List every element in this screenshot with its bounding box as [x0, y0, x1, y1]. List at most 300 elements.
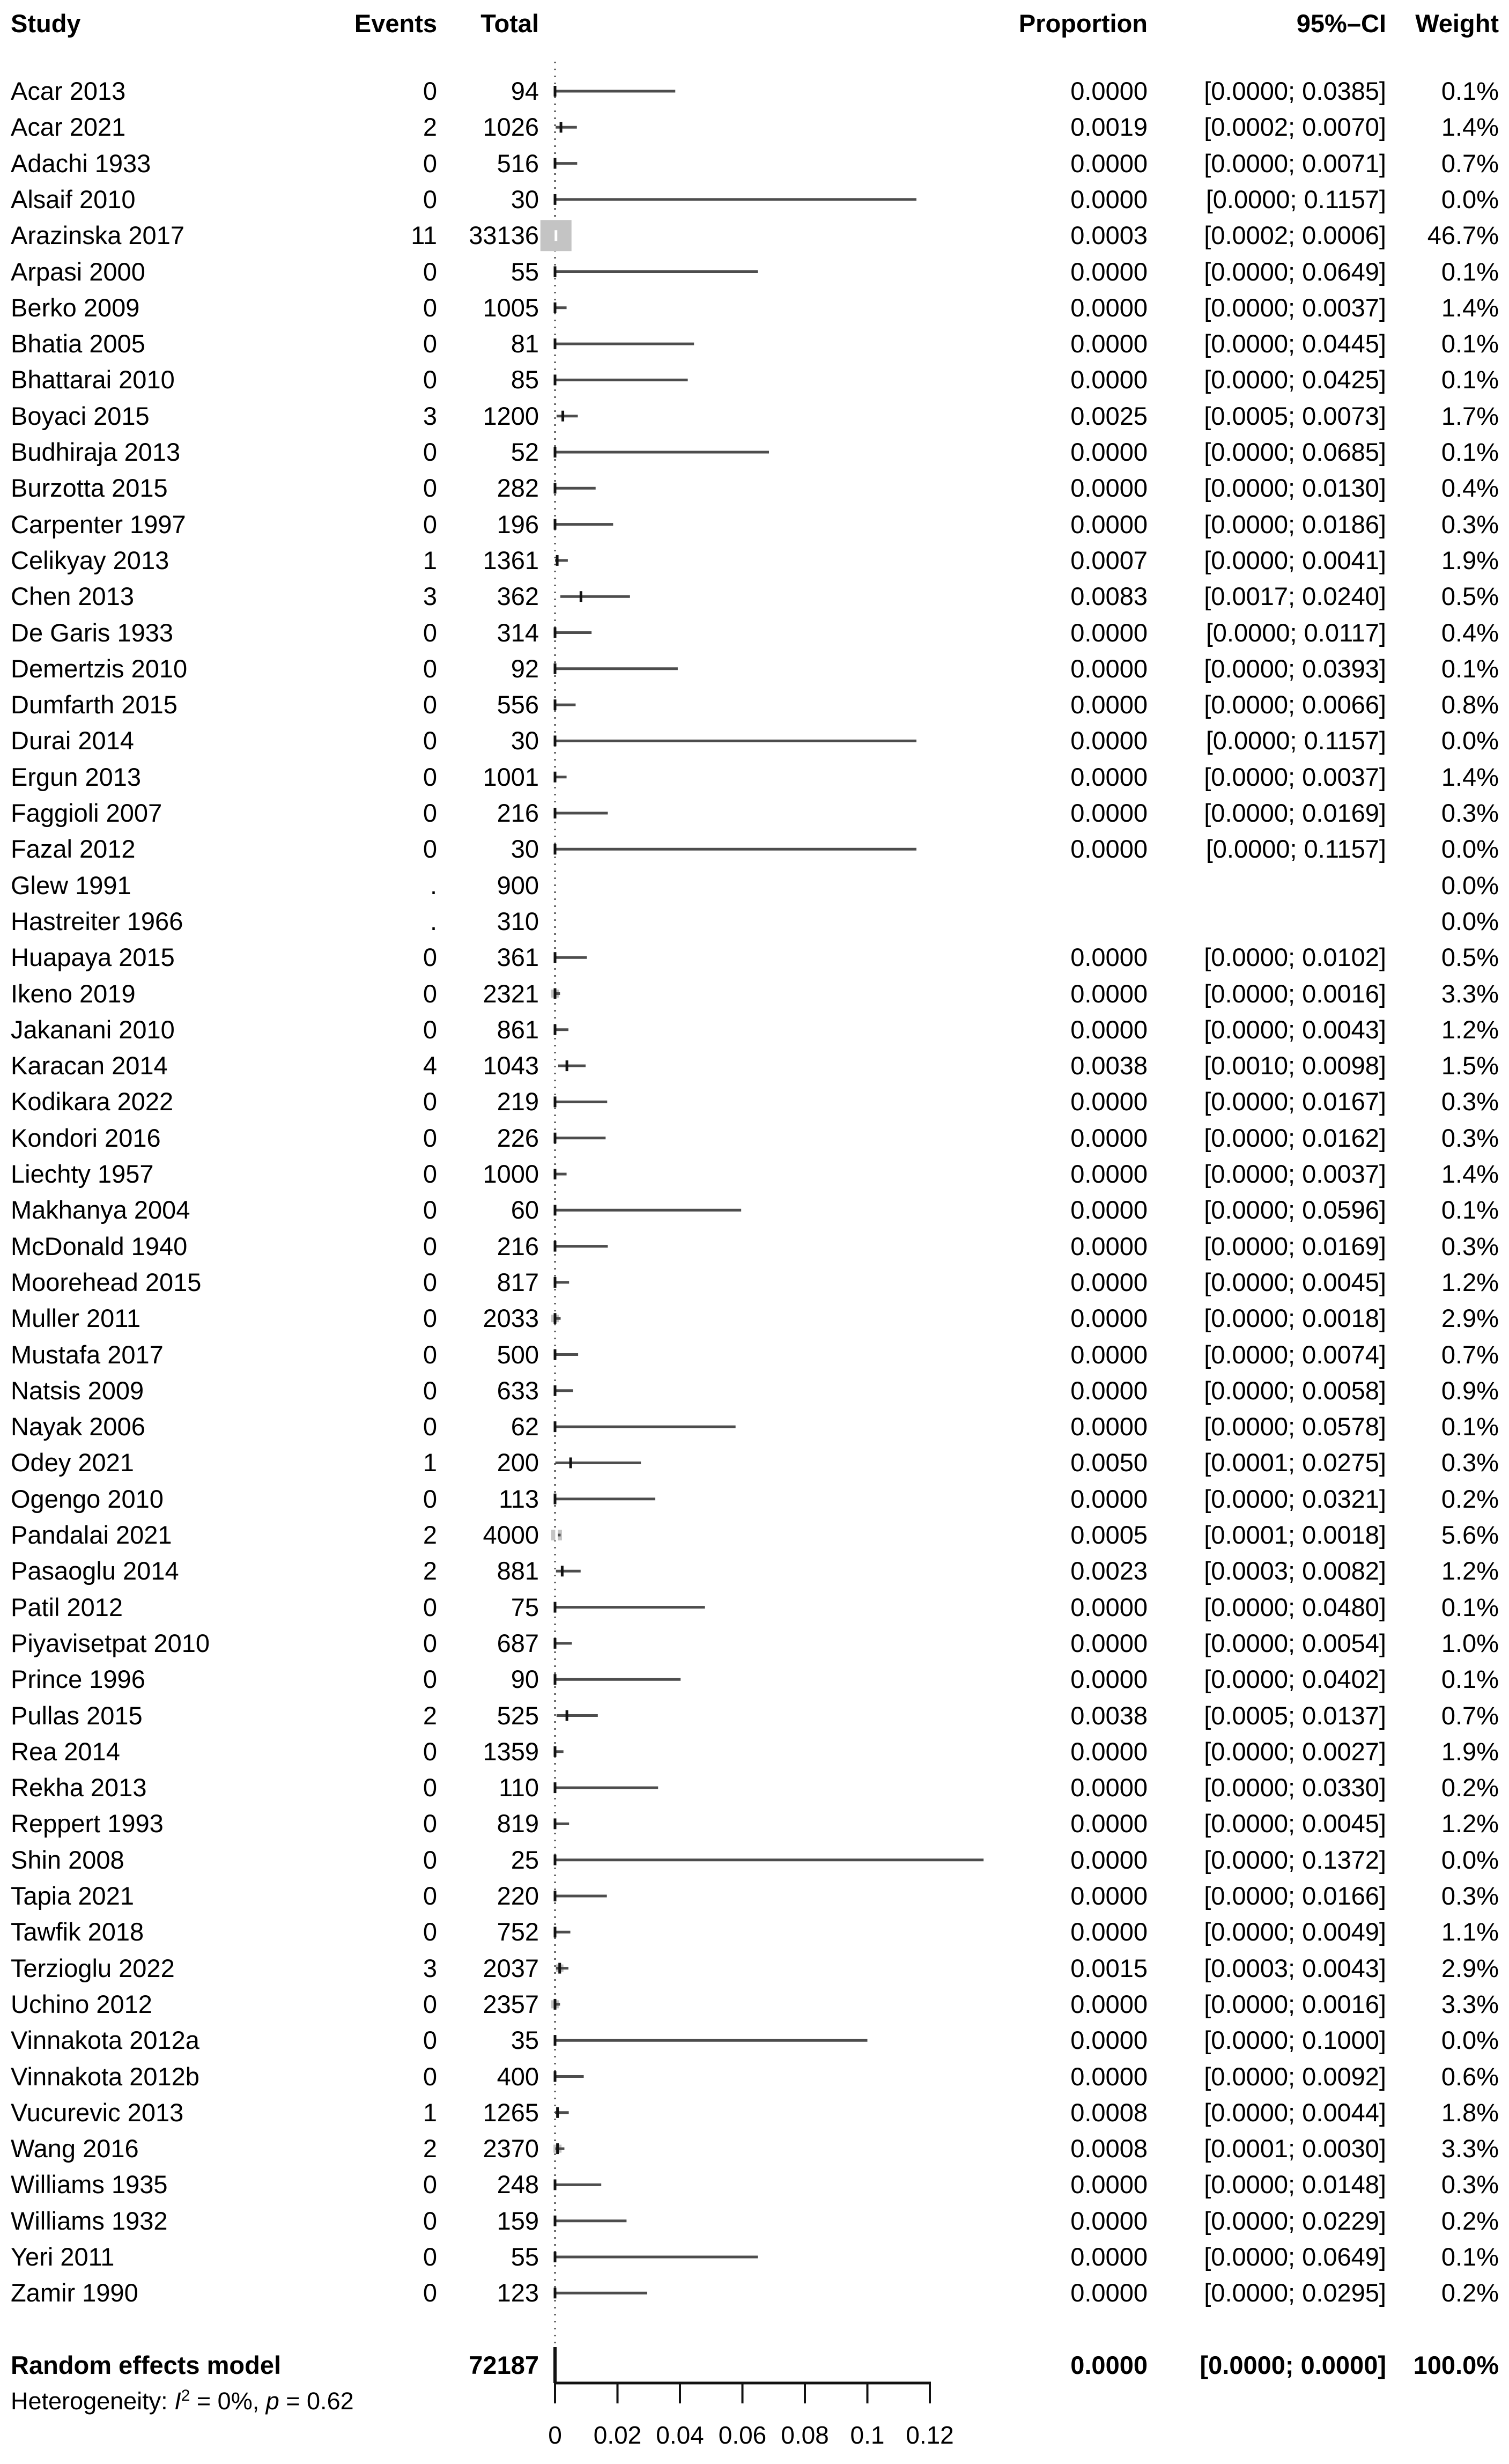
proportion-value: 0.0038 [1070, 1051, 1148, 1080]
proportion-value [987, 867, 1148, 904]
study-row [0, 1337, 1509, 1373]
events-value: 0 [423, 1196, 437, 1224]
study-label: Reppert 1993 [11, 1809, 164, 1838]
total-value: 35 [511, 2026, 539, 2055]
study-row [0, 1373, 1509, 1409]
weight-value: 1.4% [1441, 293, 1499, 322]
total-value: 282 [497, 474, 539, 503]
study-row [0, 1805, 1509, 1842]
weight-value: 2.9% [1441, 1304, 1499, 1333]
ci-value: [0.0000; 0.0037] [1204, 762, 1386, 791]
x-axis-tick-label: 0.06 [718, 2421, 767, 2449]
study-label: Ergun 2013 [11, 762, 142, 791]
study-label: Carpenter 1997 [11, 510, 186, 538]
ci-value: [0.0000; 0.0166] [1204, 1882, 1386, 1910]
study-label: Odey 2021 [11, 1448, 134, 1477]
ci-value: [0.0000; 0.0649] [1204, 2242, 1386, 2271]
study-label: Vinnakota 2012a [11, 2026, 199, 2055]
proportion-value: 0.0008 [1070, 2134, 1148, 2163]
study-row [0, 1156, 1509, 1192]
ci-value: [0.0000; 0.1157] [1205, 835, 1386, 864]
ci-value: [0.0003; 0.0082] [1204, 1556, 1386, 1585]
study-row [0, 1120, 1509, 1156]
proportion-value: 0.0000 [1070, 1773, 1148, 1802]
study-label: Patil 2012 [11, 1592, 123, 1621]
events-value: 0 [423, 77, 437, 105]
study-label: Fazal 2012 [11, 835, 136, 864]
total-value: 52 [511, 438, 539, 466]
study-label: Adachi 1933 [11, 149, 151, 178]
weight-value: 0.1% [1441, 365, 1499, 394]
events-value: 0 [423, 1665, 437, 1694]
proportion-value: 0.0000 [1070, 77, 1148, 105]
total-value: 362 [497, 582, 539, 611]
study-row [0, 1733, 1509, 1770]
total-value: 55 [511, 2242, 539, 2271]
proportion-value: 0.0025 [1070, 401, 1148, 430]
weight-value: 3.3% [1441, 2134, 1499, 2163]
events-value: 0 [423, 1882, 437, 1910]
ci-value: [0.0000; 0.0162] [1204, 1123, 1386, 1152]
weight-value: 3.3% [1441, 1989, 1499, 2018]
study-label: Demertzis 2010 [11, 654, 188, 683]
proportion-value: 0.0000 [1070, 2026, 1148, 2055]
total-value: 314 [497, 618, 539, 647]
events-value: 11 [411, 221, 437, 250]
proportion-value: 0.0000 [1070, 762, 1148, 791]
study-row [0, 1553, 1509, 1589]
ci-value: [0.0000; 0.0649] [1204, 257, 1386, 286]
weight-value: 0.3% [1441, 1123, 1499, 1152]
study-label: Muller 2011 [11, 1304, 141, 1333]
proportion-value: 0.0038 [1070, 1701, 1148, 1730]
weight-value: 0.0% [1441, 835, 1499, 864]
ci-value: [0.0000; 0.0130] [1204, 474, 1386, 503]
total-value: 90 [511, 1665, 539, 1694]
events-value: 2 [423, 1521, 437, 1549]
total-value: 216 [497, 799, 539, 827]
total-value: 216 [497, 1231, 539, 1260]
ci-value: [0.0000; 0.0049] [1204, 1917, 1386, 1946]
events-value: 0 [423, 1809, 437, 1838]
study-row [0, 2203, 1509, 2239]
x-axis-tick-label: 0.1 [850, 2421, 885, 2449]
pooled-proportion-value: 0.0000 [1070, 2351, 1148, 2379]
total-value: 30 [511, 835, 539, 864]
study-label: Karacan 2014 [11, 1051, 168, 1080]
ci-value: [0.0000; 0.1157] [1205, 726, 1386, 755]
study-row [0, 470, 1509, 506]
total-value: 400 [497, 2062, 539, 2091]
events-value: 0 [423, 2062, 437, 2091]
header-proportion: Proportion [1018, 9, 1148, 38]
study-row [0, 362, 1509, 398]
total-value: 62 [511, 1412, 539, 1441]
ci-value: [0.0000; 0.0071] [1204, 149, 1386, 178]
proportion-value: 0.0000 [1070, 690, 1148, 719]
events-value: 1 [423, 1448, 437, 1477]
study-label: Piyavisetpat 2010 [11, 1628, 210, 1657]
proportion-value: 0.0000 [1070, 1160, 1148, 1188]
study-row [0, 1769, 1509, 1806]
study-label: Bhatia 2005 [11, 329, 145, 358]
ci-value: [0.0005; 0.0137] [1204, 1701, 1386, 1730]
study-row [0, 722, 1509, 759]
x-axis-tick-label: 0.04 [656, 2421, 704, 2449]
proportion-value: 0.0000 [1070, 1737, 1148, 1766]
weight-value: 1.2% [1441, 1267, 1499, 1296]
study-label: Kodikara 2022 [11, 1087, 174, 1116]
proportion-value: 0.0000 [1070, 2206, 1148, 2235]
header-events: Events [354, 9, 437, 38]
heterogeneity-note [11, 2385, 354, 2418]
study-label: Durai 2014 [11, 726, 134, 755]
proportion-value: 0.0015 [1070, 1953, 1148, 1982]
proportion-value: 0.0000 [1070, 329, 1148, 358]
total-value: 60 [511, 1196, 539, 1224]
total-value: 1001 [483, 762, 539, 791]
ci-value: [0.0000; 0.0685] [1204, 438, 1386, 466]
x-axis-tick-label: 0.12 [906, 2421, 954, 2449]
total-value: 310 [497, 906, 539, 935]
proportion-value: 0.0008 [1070, 2098, 1148, 2127]
events-value: 0 [423, 2278, 437, 2307]
weight-value: 1.4% [1441, 1160, 1499, 1188]
events-value: 0 [423, 1015, 437, 1044]
total-value: 2321 [483, 979, 539, 1008]
weight-value: 0.7% [1441, 1340, 1499, 1369]
study-label: Rea 2014 [11, 1737, 120, 1766]
weight-value: 0.3% [1441, 510, 1499, 538]
events-value: 0 [423, 2206, 437, 2235]
ci-value: [0.0000; 0.0148] [1204, 2170, 1386, 2199]
proportion-value: 0.0000 [1070, 1196, 1148, 1224]
header-total: Total [480, 9, 539, 38]
weight-value: 1.1% [1441, 1917, 1499, 1946]
events-value: 2 [423, 1701, 437, 1730]
study-label: Arpasi 2000 [11, 257, 145, 286]
proportion-value: 0.0000 [1070, 2062, 1148, 2091]
study-label: Zamir 1990 [11, 2278, 138, 2307]
study-label: Celikyay 2013 [11, 545, 169, 574]
weight-value: 3.3% [1441, 979, 1499, 1008]
ci-value: [0.0003; 0.0043] [1204, 1953, 1386, 1982]
weight-value: 0.0% [1441, 906, 1499, 935]
proportion-value: 0.0000 [1070, 365, 1148, 394]
events-value: 0 [423, 726, 437, 755]
weight-value: 0.1% [1441, 257, 1499, 286]
study-row [0, 398, 1509, 434]
study-label: Ikeno 2019 [11, 979, 136, 1008]
total-value: 1005 [483, 293, 539, 322]
weight-value: 1.5% [1441, 1051, 1499, 1080]
events-value: 1 [423, 545, 437, 574]
events-value: 0 [423, 1267, 437, 1296]
weight-value: 0.1% [1441, 2242, 1499, 2271]
proportion-value: 0.0000 [1070, 1628, 1148, 1657]
weight-value: 0.2% [1441, 1484, 1499, 1513]
weight-value: 0.1% [1441, 1412, 1499, 1441]
events-value: 2 [423, 113, 437, 142]
total-value: 1043 [483, 1051, 539, 1080]
study-row [0, 1698, 1509, 1734]
proportion-value: 0.0000 [1070, 1267, 1148, 1296]
weight-value: 2.9% [1441, 1953, 1499, 1982]
events-value: 3 [423, 1953, 437, 1982]
ci-value: [0.0000; 0.0041] [1204, 545, 1386, 574]
study-row [0, 759, 1509, 795]
study-row [0, 578, 1509, 615]
weight-value: 0.1% [1441, 654, 1499, 683]
ci-value: [0.0000; 0.0043] [1204, 1015, 1386, 1044]
ci-value: [0.0002; 0.0070] [1204, 113, 1386, 142]
study-row [0, 2166, 1509, 2203]
weight-value: 0.3% [1441, 1448, 1499, 1477]
proportion-value: 0.0000 [1070, 1989, 1148, 2018]
study-label: McDonald 1940 [11, 1231, 188, 1260]
proportion-value: 0.0000 [1070, 1087, 1148, 1116]
p-value: = 0.62 [279, 2387, 354, 2415]
weight-value: 0.6% [1441, 2062, 1499, 2091]
events-value: 0 [423, 2170, 437, 2199]
study-row [0, 1012, 1509, 1048]
study-row [0, 1408, 1509, 1445]
proportion-value: 0.0000 [1070, 1592, 1148, 1621]
events-value: 0 [423, 618, 437, 647]
ci-value: [0.0000; 0.0578] [1204, 1412, 1386, 1441]
study-row [0, 290, 1509, 326]
study-row [0, 903, 1509, 940]
proportion-value: 0.0000 [1070, 257, 1148, 286]
study-row [0, 939, 1509, 976]
proportion-value: 0.0000 [1070, 835, 1148, 864]
weight-value: 0.0% [1441, 726, 1499, 755]
ci-value: [0.0002; 0.0006] [1204, 221, 1386, 250]
events-value: 0 [423, 1484, 437, 1513]
events-value: 0 [423, 438, 437, 466]
events-value: 0 [423, 1087, 437, 1116]
total-value: 219 [497, 1087, 539, 1116]
ci-value: [0.0000; 0.1000] [1204, 2026, 1386, 2055]
total-value: 1026 [483, 113, 539, 142]
proportion-value: 0.0000 [1070, 979, 1148, 1008]
study-label: Dumfarth 2015 [11, 690, 177, 719]
events-value: 0 [423, 474, 437, 503]
study-label: Terzioglu 2022 [11, 1953, 175, 1982]
events-value: 0 [423, 1773, 437, 1802]
total-value: 200 [497, 1448, 539, 1477]
events-value: 0 [423, 149, 437, 178]
table-header [0, 5, 1509, 42]
study-row [0, 1047, 1509, 1084]
total-value: 752 [497, 1917, 539, 1946]
events-value: 0 [423, 979, 437, 1008]
proportion-value: 0.0000 [1070, 2170, 1148, 2199]
total-value: 556 [497, 690, 539, 719]
weight-value: 0.2% [1441, 2206, 1499, 2235]
ci-value: [0.0000; 0.0058] [1204, 1376, 1386, 1405]
total-value: 687 [497, 1628, 539, 1657]
total-value: 55 [511, 257, 539, 286]
proportion-value: 0.0000 [1070, 2242, 1148, 2271]
total-value: 819 [497, 1809, 539, 1838]
study-label: Williams 1932 [11, 2206, 168, 2235]
study-row [0, 434, 1509, 470]
events-value: 0 [423, 1737, 437, 1766]
events-value: 0 [423, 1989, 437, 2018]
study-row [0, 2022, 1509, 2059]
study-row [0, 1986, 1509, 2023]
total-value: 525 [497, 1701, 539, 1730]
weight-value: 0.1% [1441, 77, 1499, 105]
proportion-value: 0.0000 [1070, 510, 1148, 538]
proportion-value: 0.0000 [1070, 185, 1148, 213]
study-row [0, 615, 1509, 651]
study-row [0, 651, 1509, 687]
weight-value: 0.3% [1441, 799, 1499, 827]
ci-value: [0.0001; 0.0018] [1204, 1521, 1386, 1549]
ci-value: [0.0001; 0.0275] [1204, 1448, 1386, 1477]
total-value: 500 [497, 1340, 539, 1369]
study-label: Berko 2009 [11, 293, 140, 322]
total-value: 113 [499, 1484, 539, 1513]
events-value: 0 [423, 1123, 437, 1152]
study-row [0, 1914, 1509, 1950]
study-label: Vinnakota 2012b [11, 2062, 199, 2091]
total-value: 2033 [483, 1304, 539, 1333]
total-value: 1265 [483, 2098, 539, 2127]
proportion-value: 0.0000 [1070, 799, 1148, 827]
proportion-value: 0.0000 [1070, 1484, 1148, 1513]
total-value: 817 [497, 1267, 539, 1296]
weight-value: 0.0% [1441, 2026, 1499, 2055]
study-label: Boyaci 2015 [11, 401, 150, 430]
events-value: 0 [423, 690, 437, 719]
events-value: 2 [423, 2134, 437, 2163]
weight-value: 0.3% [1441, 1882, 1499, 1910]
weight-value: 1.4% [1441, 113, 1499, 142]
study-row [0, 976, 1509, 1012]
study-row [0, 1950, 1509, 1987]
ci-value: [0.0000; 0.0321] [1204, 1484, 1386, 1513]
study-label: Tapia 2021 [11, 1882, 134, 1910]
study-row [0, 2059, 1509, 2095]
study-label: Mustafa 2017 [11, 1340, 164, 1369]
proportion-value: 0.0000 [1070, 149, 1148, 178]
ci-value: [0.0000; 0.1157] [1205, 185, 1386, 213]
total-value: 92 [511, 654, 539, 683]
proportion-value: 0.0083 [1070, 582, 1148, 611]
study-label: Chen 2013 [11, 582, 134, 611]
ci-value: [0.0000; 0.0169] [1204, 799, 1386, 827]
proportion-value: 0.0019 [1070, 113, 1148, 142]
study-row [0, 254, 1509, 290]
study-row [0, 1300, 1509, 1337]
events-value: 0 [423, 1628, 437, 1657]
proportion-value: 0.0050 [1070, 1448, 1148, 1477]
events-value: 0 [423, 510, 437, 538]
weight-value: 46.7% [1427, 221, 1499, 250]
weight-value: 0.1% [1441, 329, 1499, 358]
pooled-label: Random effects model [11, 2351, 282, 2379]
proportion-value: 0.0007 [1070, 545, 1148, 574]
header-weight: Weight [1415, 9, 1499, 38]
pooled-ci-value: [0.0000; 0.0000] [1200, 2351, 1386, 2379]
ci-value: [0.0000; 0.0385] [1204, 77, 1386, 105]
events-value: 0 [423, 1304, 437, 1333]
total-value: 2370 [483, 2134, 539, 2163]
proportion-value: 0.0000 [1070, 654, 1148, 683]
header-study: Study [11, 9, 81, 38]
events-value: 0 [423, 1412, 437, 1441]
study-label: Moorehead 2015 [11, 1267, 202, 1296]
study-label: Vucurevic 2013 [11, 2098, 184, 2127]
proportion-value: 0.0000 [1070, 474, 1148, 503]
study-row [0, 1589, 1509, 1626]
proportion-value: 0.0000 [1070, 1015, 1148, 1044]
weight-value: 0.7% [1441, 149, 1499, 178]
total-value: 2037 [483, 1953, 539, 1982]
total-value: 85 [511, 365, 539, 394]
ci-value: [0.0000; 0.0054] [1204, 1628, 1386, 1657]
study-label: Nayak 2006 [11, 1412, 145, 1441]
weight-value: 0.1% [1441, 1592, 1499, 1621]
events-value: 0 [423, 1160, 437, 1188]
weight-value: 0.8% [1441, 690, 1499, 719]
proportion-value: 0.0000 [1070, 1340, 1148, 1369]
ci-value: [0.0000; 0.0393] [1204, 654, 1386, 683]
ci-value: [0.0000; 0.0117] [1205, 618, 1386, 647]
ci-value: [0.0000; 0.0102] [1204, 943, 1386, 972]
study-row [0, 1481, 1509, 1517]
weight-value: 1.8% [1441, 2098, 1499, 2127]
i-squared-exponent: 2 [181, 2387, 190, 2404]
weight-value: 0.2% [1441, 2278, 1499, 2307]
ci-value: [0.0000; 0.0425] [1204, 365, 1386, 394]
study-label: Bhattarai 2010 [11, 365, 175, 394]
x-axis-tick-label: 0.08 [781, 2421, 829, 2449]
proportion-value: 0.0023 [1070, 1556, 1148, 1585]
total-value: 861 [497, 1015, 539, 1044]
study-label: Kondori 2016 [11, 1123, 161, 1152]
total-value: 159 [497, 2206, 539, 2235]
study-row [0, 217, 1509, 254]
total-value: 1200 [483, 401, 539, 430]
study-label: Pullas 2015 [11, 1701, 143, 1730]
ci-value: [0.0000; 0.0016] [1204, 1989, 1386, 2018]
weight-value: 0.0% [1441, 185, 1499, 213]
weight-value: 1.2% [1441, 1556, 1499, 1585]
weight-value: 0.7% [1441, 1701, 1499, 1730]
study-row [0, 1878, 1509, 1914]
proportion-value: 0.0000 [1070, 1123, 1148, 1152]
study-label: Acar 2021 [11, 113, 126, 142]
study-row [0, 1083, 1509, 1120]
study-label: Tawfik 2018 [11, 1917, 144, 1946]
weight-value: 0.1% [1441, 438, 1499, 466]
weight-value: 0.3% [1441, 1087, 1499, 1116]
proportion-value: 0.0000 [1070, 438, 1148, 466]
ci-value: [0.0000; 0.0229] [1204, 2206, 1386, 2235]
ci-value [1148, 867, 1386, 904]
events-value: 4 [423, 1051, 437, 1080]
study-row [0, 1661, 1509, 1698]
weight-value: 0.5% [1441, 943, 1499, 972]
study-label: Prince 1996 [11, 1665, 145, 1694]
study-row [0, 506, 1509, 543]
proportion-value: 0.0000 [1070, 1304, 1148, 1333]
study-row [0, 2239, 1509, 2275]
